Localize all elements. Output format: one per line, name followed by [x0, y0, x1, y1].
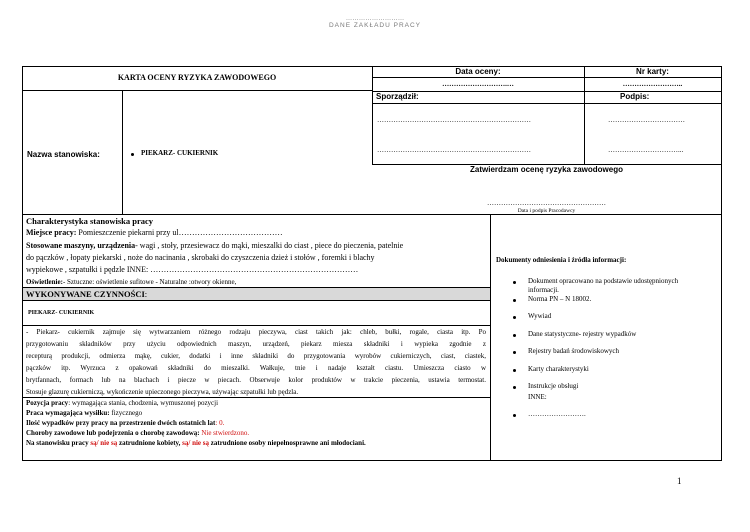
workplace-label: Miejsce pracy: [26, 228, 77, 237]
women-text-2: zatrudnione kobiety, [117, 439, 183, 447]
accidents-label: Ilość wypadków przy pracy na przestrzenie dwóch ostatnich lat [26, 419, 216, 427]
activities-line-4: pączków itp. Wyrzuca z opakowań składniki do mieszalki. Wałkuje, tnie i nadaje kształt ciastu. Umieszcza ciasto w [26, 364, 486, 372]
bullet-icon [513, 281, 516, 284]
reference-item-env-research: Rejestry badań środowiskowych [528, 347, 619, 355]
table-border-mid [22, 214, 722, 215]
accidents-value: : 0. [215, 419, 225, 427]
card-number-label: Nr karty: [636, 67, 669, 76]
prepared-by-field-2[interactable]: ………………………………………………………… [377, 146, 531, 154]
bullet-icon [513, 299, 516, 302]
bullet-icon [513, 351, 516, 354]
bullet-icon [513, 334, 516, 337]
company-placeholder-dots: ……………………… [345, 15, 405, 22]
card-number-field[interactable]: …………………….. [622, 80, 683, 88]
reference-item-interview: Wywiad [528, 312, 552, 320]
company-data-header [300, 16, 450, 29]
women-disabled-statement [26, 439, 366, 448]
prepared-by-label: Sporządził: [376, 92, 419, 101]
bullet-icon [513, 316, 516, 319]
signature-label: Podpis: [620, 92, 650, 101]
reference-item-other: INNE: [528, 393, 547, 401]
characteristics-title: Charakterystyka stanowiska pracy [26, 216, 154, 226]
table-line-date [372, 77, 721, 78]
table-line-prepared [372, 103, 721, 104]
posture-label: Pozycja pracy [26, 399, 69, 407]
women-choice-2[interactable]: są/ nie są [182, 439, 210, 447]
activities-line-2: przygotowaniu składników przy użyciu odpowiednich maszyn, urządzeń, piekarz miesza składniki i wypieka zgodnie z [26, 340, 486, 348]
table-border-right [721, 66, 722, 461]
position-name-label: Nazwa stanowiska: [27, 150, 100, 159]
table-divider-references [490, 214, 491, 461]
table-line-activities-sub [22, 325, 490, 326]
reference-item-statistics: Dane statystyczne- rejestry wypadków [528, 330, 637, 338]
company-label: DANE ZAKŁADU PRACY [328, 22, 422, 29]
reference-item-document: Dokument opracowano na podstawie udostępnionych [528, 277, 679, 285]
bullet-icon [513, 386, 516, 389]
activities-colon: : [144, 289, 148, 299]
reference-item-norm: Norma PN – N 18002. [528, 295, 592, 303]
reference-item-instructions: Instrukcje obsługi [528, 382, 579, 390]
table-line-activities-head [22, 300, 490, 301]
signature-field-1[interactable]: …………………………… [608, 116, 685, 124]
women-text-1: Na stanowisku pracy [26, 439, 91, 447]
table-line-header [372, 91, 721, 92]
activities-line-1: - Piekarz- cukiernik zajmuje się wytwarzaniem różnego rodzaju pieczywa, ciast takich jak: chleb, bułki, rogale, ciasta itp. Po [26, 328, 486, 336]
women-text-3: zatrudnione osoby niepełnosprawne ani młodociani. [209, 439, 366, 447]
table-divider-name [122, 90, 123, 214]
activities-subtitle: PIEKARZ- CUKIERNIK [28, 310, 95, 316]
approve-caption: Data i podpis Pracodawcy [517, 208, 576, 214]
table-line-title [22, 90, 372, 91]
diseases-value: Nie stwierdzono. [199, 429, 250, 437]
activities-line-6: Stosuje glazurę cukierniczą, wykończenie upieczonego pieczywa, używając szpatułki lub pędzla. [26, 388, 299, 396]
table-border-bottom [22, 460, 722, 461]
effort-value: fizycznego [109, 409, 143, 417]
lighting-label: Oświetlenie: [26, 278, 63, 286]
date-label: Data oceny: [455, 67, 501, 76]
activities-line-5: brytfannach, formach lub na blachach i piecze w piecach. Obserwuje kolor produktów w trakcie pieczenia, ustawia termostat. [26, 376, 486, 384]
machines-label: Stosowane maszyny, urządzenia [26, 241, 136, 250]
prepared-by-field-1[interactable]: ………………………………………………………… [377, 116, 531, 124]
bullet-icon [131, 153, 134, 156]
women-choice-1[interactable]: są/ nie są [90, 439, 118, 447]
machines-line-2: do pączków , łopaty piekarski , noże do nacinania , skrobaki do czyszczenia dzież i stołów , foremki i blachy [26, 253, 375, 262]
posture-value: : wymagająca stania, chodzenia, wymuszonej pozycji [68, 399, 219, 407]
signature-field-2[interactable]: …………………………... [608, 146, 684, 154]
machines-line-1: - wagi , stoły, przesiewacz do mąki, mieszalki do ciast , piece do pieczenia, patelnie [135, 241, 404, 250]
approve-label: Zatwierdzam ocenę ryzyka zawodowego [470, 165, 623, 174]
bullet-icon [513, 369, 516, 372]
reference-item-other-field[interactable]: ……………………. [528, 410, 586, 418]
bullet-icon [513, 414, 516, 417]
reference-item-document-cont: informacji. [528, 286, 559, 294]
lighting-value: - Sztuczne: oświetlenie sufitowe - Naturalne :otwory okienne, [62, 278, 237, 286]
date-field[interactable]: ……………………….… [442, 80, 514, 88]
machines-line-3: wypiekowe , szpatułki i pędzle INNE: …………………………………………………………………… [26, 265, 359, 274]
effort-label: Praca wymagająca wysiłku: [26, 409, 110, 417]
workplace-value: Pomieszczenie piekarni przy ul………………………………… [76, 228, 283, 237]
table-border-left [22, 66, 23, 461]
position-name-value: PIEKARZ- CUKIERNIK [141, 149, 219, 157]
references-title: Dokumenty odniesienia i źródła informacji: [496, 256, 627, 264]
approve-signature-field[interactable]: …………………………………………… [487, 199, 606, 207]
activities-line-3: recepturą produkcji, odmierza mąkę, cukier, dodatki i inne składniki do przygotowania wyrobów cukierniczych, ciast, ciastek, [26, 352, 486, 360]
reference-item-data-sheets: Karty charakterystyki [528, 365, 589, 373]
page-number: 1 [677, 476, 682, 486]
activities-title: WYKONYWANE CZYNNOŚCI [26, 289, 145, 299]
diseases-label: Choroby zawodowe lub podejrzenia o chorobę zawodową: [26, 429, 200, 437]
card-title: KARTA OCENY RYZYKA ZAWODOWEGO [117, 73, 277, 82]
